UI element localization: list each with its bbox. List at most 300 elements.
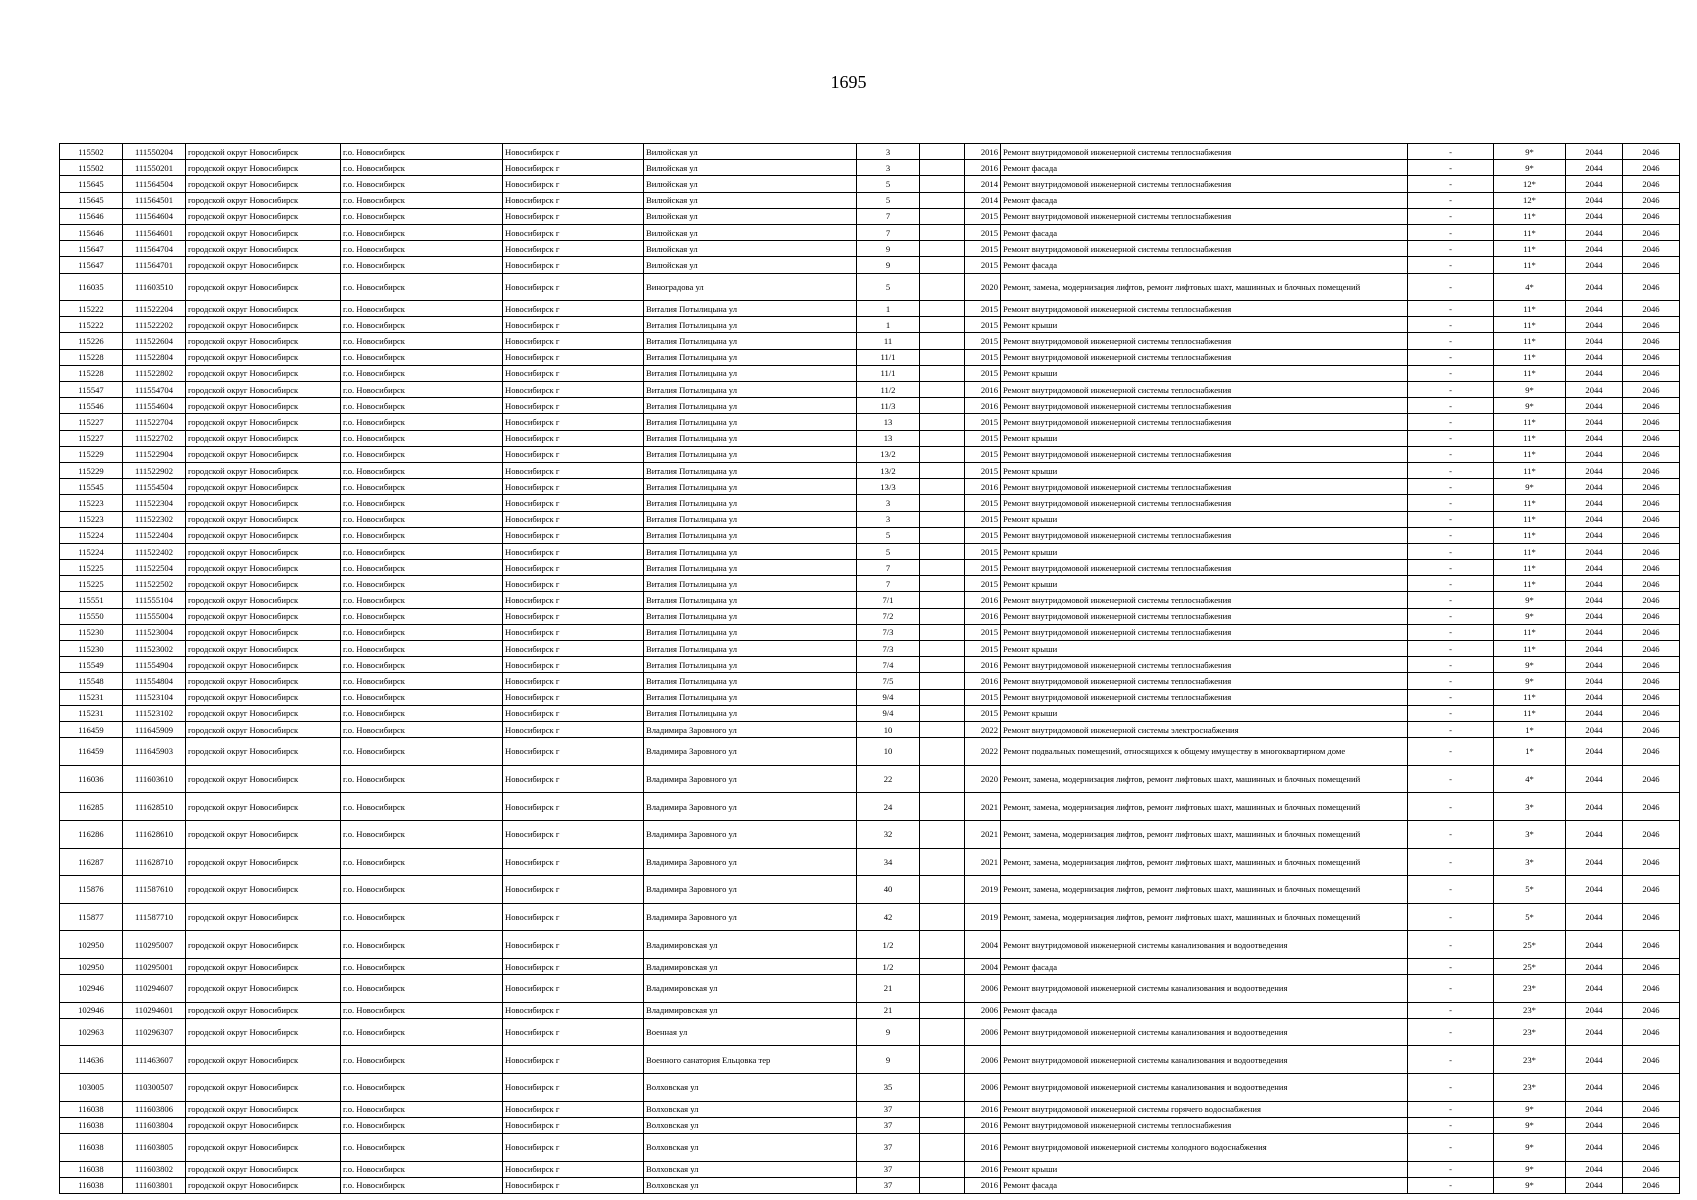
settlement-cell: г.о. Новосибирск (341, 624, 503, 640)
record-id-cell: 111564604 (123, 208, 186, 224)
street-cell: Владимировская ул (644, 958, 857, 974)
house-id-cell: 102963 (60, 1018, 123, 1046)
house-id-cell: 102950 (60, 958, 123, 974)
locality-cell: Новосибирск г (503, 430, 644, 446)
work-type-cell: Ремонт внутридомовой инженерной системы холодного водоснабжения (1001, 1134, 1408, 1162)
work-type-cell: Ремонт внутридомовой инженерной системы электроснабжения (1001, 721, 1408, 737)
street-cell: Виталия Потылицына ул (644, 527, 857, 543)
prev-repair-cell: - (1408, 576, 1494, 592)
work-type-cell: Ремонт внутридомовой инженерной системы теплоснабжения (1001, 527, 1408, 543)
end-year-cell: 2046 (1623, 765, 1680, 793)
municipality-cell: городской округ Новосибирск (186, 1117, 341, 1133)
record-id-cell: 111522402 (123, 543, 186, 559)
settlement-cell: г.о. Новосибирск (341, 1101, 503, 1117)
count-cell: 23* (1494, 1046, 1566, 1074)
settlement-cell: г.о. Новосибирск (341, 511, 503, 527)
prev-repair-cell: - (1408, 657, 1494, 673)
record-id-cell: 111522204 (123, 301, 186, 317)
work-type-cell: Ремонт фасада (1001, 1177, 1408, 1193)
building-cell (920, 560, 965, 576)
record-id-cell: 111522704 (123, 414, 186, 430)
count-cell: 9* (1494, 592, 1566, 608)
start-year-cell: 2044 (1566, 876, 1623, 904)
house-id-cell: 116285 (60, 793, 123, 821)
record-id-cell: 111603806 (123, 1101, 186, 1117)
prev-repair-cell: - (1408, 479, 1494, 495)
street-cell: Виталия Потылицына ул (644, 592, 857, 608)
start-year-cell: 2044 (1566, 903, 1623, 931)
settlement-cell: г.о. Новосибирск (341, 576, 503, 592)
house-number-cell: 24 (857, 793, 920, 821)
end-year-cell: 2046 (1623, 333, 1680, 349)
house-number-cell: 1/2 (857, 931, 920, 959)
street-cell: Виталия Потылицына ул (644, 673, 857, 689)
count-cell: 4* (1494, 765, 1566, 793)
street-cell: Владимира Заровного ул (644, 765, 857, 793)
count-cell: 11* (1494, 527, 1566, 543)
house-number-cell: 13/3 (857, 479, 920, 495)
year-cell: 2015 (965, 446, 1001, 462)
record-id-cell: 110294601 (123, 1002, 186, 1018)
table-row (60, 721, 1680, 737)
house-number-cell: 10 (857, 738, 920, 766)
end-year-cell: 2046 (1623, 144, 1680, 160)
record-id-cell: 111603510 (123, 273, 186, 301)
prev-repair-cell: - (1408, 903, 1494, 931)
street-cell: Виталия Потылицына ул (644, 414, 857, 430)
work-type-cell: Ремонт, замена, модернизация лифтов, ремонт лифтовых шахт, машинных и блочных помещений (1001, 848, 1408, 876)
house-id-cell: 103005 (60, 1074, 123, 1102)
building-cell (920, 1074, 965, 1102)
record-id-cell: 111628710 (123, 848, 186, 876)
street-cell: Вилюйская ул (644, 176, 857, 192)
count-cell: 9* (1494, 1117, 1566, 1133)
record-id-cell: 111603804 (123, 1117, 186, 1133)
count-cell: 9* (1494, 1177, 1566, 1193)
year-cell: 2015 (965, 495, 1001, 511)
work-type-cell: Ремонт, замена, модернизация лифтов, ремонт лифтовых шахт, машинных и блочных помещений (1001, 765, 1408, 793)
municipality-cell: городской округ Новосибирск (186, 1101, 341, 1117)
start-year-cell: 2044 (1566, 273, 1623, 301)
house-number-cell: 3 (857, 160, 920, 176)
building-cell (920, 382, 965, 398)
work-type-cell: Ремонт внутридомовой инженерной системы канализования и водоотведения (1001, 1018, 1408, 1046)
table-row (60, 479, 1680, 495)
building-cell (920, 903, 965, 931)
start-year-cell: 2044 (1566, 689, 1623, 705)
end-year-cell: 2046 (1623, 738, 1680, 766)
start-year-cell: 2044 (1566, 1101, 1623, 1117)
prev-repair-cell: - (1408, 1074, 1494, 1102)
year-cell: 2015 (965, 689, 1001, 705)
settlement-cell: г.о. Новосибирск (341, 1002, 503, 1018)
settlement-cell: г.о. Новосибирск (341, 301, 503, 317)
work-type-cell: Ремонт внутридомовой инженерной системы теплоснабжения (1001, 592, 1408, 608)
table-row (60, 765, 1680, 793)
year-cell: 2016 (965, 608, 1001, 624)
house-number-cell: 9 (857, 241, 920, 257)
settlement-cell: г.о. Новосибирск (341, 543, 503, 559)
count-cell: 23* (1494, 975, 1566, 1003)
work-type-cell: Ремонт внутридомовой инженерной системы канализования и водоотведения (1001, 931, 1408, 959)
end-year-cell: 2046 (1623, 398, 1680, 414)
prev-repair-cell: - (1408, 1117, 1494, 1133)
building-cell (920, 657, 965, 673)
start-year-cell: 2044 (1566, 765, 1623, 793)
table-row (60, 273, 1680, 301)
locality-cell: Новосибирск г (503, 576, 644, 592)
work-type-cell: Ремонт внутридомовой инженерной системы теплоснабжения (1001, 382, 1408, 398)
house-id-cell: 116038 (60, 1161, 123, 1177)
start-year-cell: 2044 (1566, 257, 1623, 273)
locality-cell: Новосибирск г (503, 1134, 644, 1162)
work-type-cell: Ремонт внутридомовой инженерной системы теплоснабжения (1001, 479, 1408, 495)
count-cell: 11* (1494, 576, 1566, 592)
house-number-cell: 11 (857, 333, 920, 349)
locality-cell: Новосибирск г (503, 705, 644, 721)
locality-cell: Новосибирск г (503, 689, 644, 705)
year-cell: 2015 (965, 705, 1001, 721)
count-cell: 11* (1494, 560, 1566, 576)
settlement-cell: г.о. Новосибирск (341, 430, 503, 446)
house-number-cell: 5 (857, 176, 920, 192)
end-year-cell: 2046 (1623, 430, 1680, 446)
year-cell: 2006 (965, 1002, 1001, 1018)
locality-cell: Новосибирск г (503, 446, 644, 462)
prev-repair-cell: - (1408, 958, 1494, 974)
record-id-cell: 111523104 (123, 689, 186, 705)
record-id-cell: 111564501 (123, 192, 186, 208)
house-id-cell: 102946 (60, 975, 123, 1003)
municipality-cell: городской округ Новосибирск (186, 903, 341, 931)
count-cell: 12* (1494, 176, 1566, 192)
record-id-cell: 111522902 (123, 462, 186, 478)
record-id-cell: 111522802 (123, 365, 186, 381)
building-cell (920, 721, 965, 737)
house-id-cell: 115227 (60, 430, 123, 446)
work-type-cell: Ремонт крыши (1001, 430, 1408, 446)
prev-repair-cell: - (1408, 241, 1494, 257)
building-cell (920, 820, 965, 848)
house-number-cell: 3 (857, 511, 920, 527)
start-year-cell: 2044 (1566, 462, 1623, 478)
locality-cell: Новосибирск г (503, 479, 644, 495)
house-number-cell: 37 (857, 1101, 920, 1117)
house-number-cell: 7 (857, 560, 920, 576)
municipality-cell: городской округ Новосибирск (186, 931, 341, 959)
year-cell: 2014 (965, 192, 1001, 208)
work-type-cell: Ремонт внутридомовой инженерной системы теплоснабжения (1001, 144, 1408, 160)
settlement-cell: г.о. Новосибирск (341, 975, 503, 1003)
street-cell: Вилюйская ул (644, 160, 857, 176)
locality-cell: Новосибирск г (503, 414, 644, 430)
count-cell: 5* (1494, 903, 1566, 931)
start-year-cell: 2044 (1566, 398, 1623, 414)
prev-repair-cell: - (1408, 144, 1494, 160)
house-id-cell: 116038 (60, 1101, 123, 1117)
locality-cell: Новосибирск г (503, 1177, 644, 1193)
locality-cell: Новосибирск г (503, 641, 644, 657)
street-cell: Военного санатория Ельцовка тер (644, 1046, 857, 1074)
locality-cell: Новосибирск г (503, 301, 644, 317)
building-cell (920, 144, 965, 160)
start-year-cell: 2044 (1566, 333, 1623, 349)
record-id-cell: 111554904 (123, 657, 186, 673)
table-row (60, 543, 1680, 559)
work-type-cell: Ремонт, замена, модернизация лифтов, ремонт лифтовых шахт, машинных и блочных помещений (1001, 273, 1408, 301)
year-cell: 2015 (965, 301, 1001, 317)
settlement-cell: г.о. Новосибирск (341, 705, 503, 721)
start-year-cell: 2044 (1566, 1074, 1623, 1102)
end-year-cell: 2046 (1623, 365, 1680, 381)
prev-repair-cell: - (1408, 673, 1494, 689)
house-number-cell: 11/3 (857, 398, 920, 414)
settlement-cell: г.о. Новосибирск (341, 414, 503, 430)
start-year-cell: 2044 (1566, 657, 1623, 673)
year-cell: 2006 (965, 1018, 1001, 1046)
end-year-cell: 2046 (1623, 160, 1680, 176)
municipality-cell: городской округ Новосибирск (186, 673, 341, 689)
work-type-cell: Ремонт внутридомовой инженерной системы теплоснабжения (1001, 208, 1408, 224)
municipality-cell: городской округ Новосибирск (186, 958, 341, 974)
year-cell: 2015 (965, 414, 1001, 430)
house-id-cell: 116038 (60, 1117, 123, 1133)
building-cell (920, 495, 965, 511)
year-cell: 2015 (965, 576, 1001, 592)
street-cell: Виталия Потылицына ул (644, 479, 857, 495)
street-cell: Вилюйская ул (644, 208, 857, 224)
locality-cell: Новосибирск г (503, 876, 644, 904)
year-cell: 2015 (965, 511, 1001, 527)
table-row (60, 495, 1680, 511)
count-cell: 11* (1494, 224, 1566, 240)
house-number-cell: 9 (857, 1046, 920, 1074)
prev-repair-cell: - (1408, 224, 1494, 240)
house-id-cell: 115231 (60, 689, 123, 705)
work-type-cell: Ремонт крыши (1001, 511, 1408, 527)
house-id-cell: 102946 (60, 1002, 123, 1018)
record-id-cell: 111522302 (123, 511, 186, 527)
table-row (60, 446, 1680, 462)
house-id-cell: 115225 (60, 560, 123, 576)
count-cell: 11* (1494, 511, 1566, 527)
work-type-cell: Ремонт внутридомовой инженерной системы теплоснабжения (1001, 673, 1408, 689)
table-row (60, 414, 1680, 430)
locality-cell: Новосибирск г (503, 820, 644, 848)
municipality-cell: городской округ Новосибирск (186, 144, 341, 160)
count-cell: 9* (1494, 160, 1566, 176)
house-number-cell: 7 (857, 576, 920, 592)
building-cell (920, 689, 965, 705)
building-cell (920, 1161, 965, 1177)
table-row (60, 349, 1680, 365)
house-id-cell: 114636 (60, 1046, 123, 1074)
end-year-cell: 2046 (1623, 624, 1680, 640)
start-year-cell: 2044 (1566, 224, 1623, 240)
work-type-cell: Ремонт внутридомовой инженерной системы теплоснабжения (1001, 398, 1408, 414)
year-cell: 2015 (965, 257, 1001, 273)
year-cell: 2021 (965, 793, 1001, 821)
record-id-cell: 111587610 (123, 876, 186, 904)
end-year-cell: 2046 (1623, 1134, 1680, 1162)
locality-cell: Новосибирск г (503, 721, 644, 737)
work-type-cell: Ремонт крыши (1001, 705, 1408, 721)
locality-cell: Новосибирск г (503, 848, 644, 876)
house-id-cell: 116038 (60, 1134, 123, 1162)
year-cell: 2014 (965, 176, 1001, 192)
year-cell: 2020 (965, 765, 1001, 793)
start-year-cell: 2044 (1566, 192, 1623, 208)
house-id-cell: 115226 (60, 333, 123, 349)
settlement-cell: г.о. Новосибирск (341, 721, 503, 737)
year-cell: 2015 (965, 560, 1001, 576)
house-number-cell: 37 (857, 1117, 920, 1133)
start-year-cell: 2044 (1566, 479, 1623, 495)
house-id-cell: 115228 (60, 365, 123, 381)
count-cell: 11* (1494, 257, 1566, 273)
year-cell: 2020 (965, 273, 1001, 301)
end-year-cell: 2046 (1623, 876, 1680, 904)
municipality-cell: городской округ Новосибирск (186, 576, 341, 592)
count-cell: 11* (1494, 365, 1566, 381)
count-cell: 3* (1494, 848, 1566, 876)
table-row (60, 903, 1680, 931)
work-type-cell: Ремонт подвальных помещений, относящихся к общему имуществу в многоквартирном доме (1001, 738, 1408, 766)
municipality-cell: городской округ Новосибирск (186, 349, 341, 365)
house-number-cell: 7/3 (857, 624, 920, 640)
house-number-cell: 7 (857, 224, 920, 240)
year-cell: 2006 (965, 1046, 1001, 1074)
house-id-cell: 116459 (60, 738, 123, 766)
year-cell: 2015 (965, 365, 1001, 381)
table-row (60, 301, 1680, 317)
house-id-cell: 115228 (60, 349, 123, 365)
municipality-cell: городской округ Новосибирск (186, 738, 341, 766)
start-year-cell: 2044 (1566, 1134, 1623, 1162)
year-cell: 2021 (965, 848, 1001, 876)
table-row (60, 705, 1680, 721)
work-type-cell: Ремонт, замена, модернизация лифтов, ремонт лифтовых шахт, машинных и блочных помещений (1001, 793, 1408, 821)
building-cell (920, 511, 965, 527)
table-row (60, 241, 1680, 257)
table-body (60, 144, 1680, 1194)
house-number-cell: 7/5 (857, 673, 920, 689)
end-year-cell: 2046 (1623, 317, 1680, 333)
building-cell (920, 793, 965, 821)
street-cell: Вилюйская ул (644, 192, 857, 208)
work-type-cell: Ремонт внутридомовой инженерной системы теплоснабжения (1001, 414, 1408, 430)
count-cell: 9* (1494, 144, 1566, 160)
prev-repair-cell: - (1408, 931, 1494, 959)
table-row (60, 958, 1680, 974)
prev-repair-cell: - (1408, 820, 1494, 848)
year-cell: 2015 (965, 349, 1001, 365)
building-cell (920, 624, 965, 640)
settlement-cell: г.о. Новосибирск (341, 765, 503, 793)
building-cell (920, 641, 965, 657)
house-number-cell: 7/1 (857, 592, 920, 608)
work-type-cell: Ремонт фасада (1001, 958, 1408, 974)
start-year-cell: 2044 (1566, 608, 1623, 624)
count-cell: 11* (1494, 317, 1566, 333)
house-id-cell: 115229 (60, 462, 123, 478)
count-cell: 9* (1494, 1161, 1566, 1177)
count-cell: 23* (1494, 1074, 1566, 1102)
house-id-cell: 116287 (60, 848, 123, 876)
year-cell: 2016 (965, 1161, 1001, 1177)
record-id-cell: 111603802 (123, 1161, 186, 1177)
house-number-cell: 5 (857, 543, 920, 559)
count-cell: 11* (1494, 333, 1566, 349)
street-cell: Виталия Потылицына ул (644, 333, 857, 349)
record-id-cell: 111603801 (123, 1177, 186, 1193)
count-cell: 9* (1494, 398, 1566, 414)
house-id-cell: 116035 (60, 273, 123, 301)
count-cell: 1* (1494, 738, 1566, 766)
settlement-cell: г.о. Новосибирск (341, 793, 503, 821)
table-row (60, 208, 1680, 224)
year-cell: 2016 (965, 657, 1001, 673)
municipality-cell: городской округ Новосибирск (186, 705, 341, 721)
house-id-cell: 115646 (60, 224, 123, 240)
settlement-cell: г.о. Новосибирск (341, 317, 503, 333)
table-row (60, 689, 1680, 705)
work-type-cell: Ремонт внутридомовой инженерной системы теплоснабжения (1001, 560, 1408, 576)
end-year-cell: 2046 (1623, 1101, 1680, 1117)
work-type-cell: Ремонт внутридомовой инженерной системы теплоснабжения (1001, 176, 1408, 192)
start-year-cell: 2044 (1566, 931, 1623, 959)
house-number-cell: 11/2 (857, 382, 920, 398)
building-cell (920, 462, 965, 478)
settlement-cell: г.о. Новосибирск (341, 208, 503, 224)
year-cell: 2016 (965, 1134, 1001, 1162)
record-id-cell: 111555104 (123, 592, 186, 608)
table-row (60, 462, 1680, 478)
building-cell (920, 592, 965, 608)
street-cell: Военная ул (644, 1018, 857, 1046)
count-cell: 11* (1494, 446, 1566, 462)
building-cell (920, 446, 965, 462)
record-id-cell: 111522404 (123, 527, 186, 543)
building-cell (920, 192, 965, 208)
prev-repair-cell: - (1408, 848, 1494, 876)
year-cell: 2019 (965, 903, 1001, 931)
count-cell: 12* (1494, 192, 1566, 208)
year-cell: 2016 (965, 382, 1001, 398)
work-type-cell: Ремонт, замена, модернизация лифтов, ремонт лифтовых шахт, машинных и блочных помещений (1001, 876, 1408, 904)
house-number-cell: 9/4 (857, 705, 920, 721)
work-type-cell: Ремонт крыши (1001, 543, 1408, 559)
settlement-cell: г.о. Новосибирск (341, 382, 503, 398)
record-id-cell: 111523102 (123, 705, 186, 721)
year-cell: 2016 (965, 479, 1001, 495)
year-cell: 2015 (965, 462, 1001, 478)
work-type-cell: Ремонт крыши (1001, 462, 1408, 478)
prev-repair-cell: - (1408, 1134, 1494, 1162)
count-cell: 9* (1494, 479, 1566, 495)
prev-repair-cell: - (1408, 543, 1494, 559)
table-row (60, 160, 1680, 176)
prev-repair-cell: - (1408, 192, 1494, 208)
count-cell: 9* (1494, 1134, 1566, 1162)
municipality-cell: городской округ Новосибирск (186, 1177, 341, 1193)
table-row (60, 608, 1680, 624)
municipality-cell: городской округ Новосибирск (186, 765, 341, 793)
house-id-cell: 115227 (60, 414, 123, 430)
end-year-cell: 2046 (1623, 479, 1680, 495)
municipality-cell: городской округ Новосибирск (186, 1046, 341, 1074)
table-row (60, 848, 1680, 876)
